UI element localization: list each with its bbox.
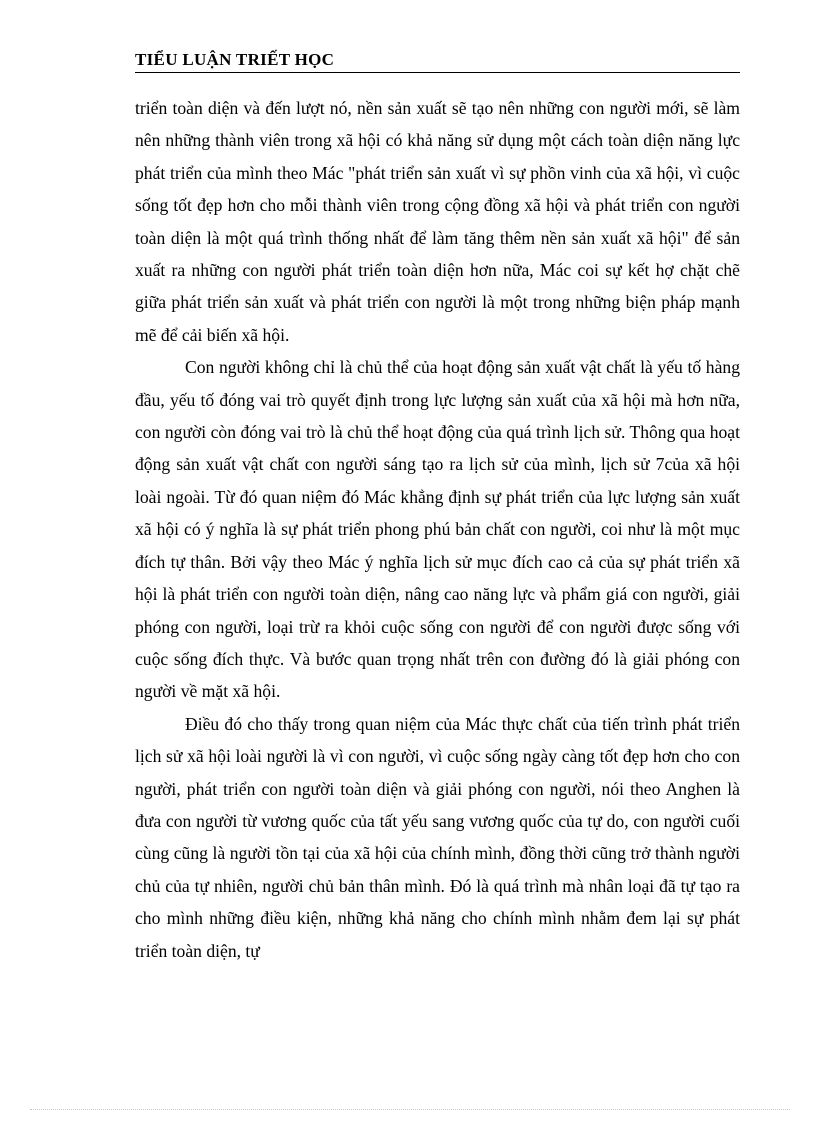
header-title: TIỂU LUẬN TRIẾT HỌC (135, 50, 335, 69)
paragraph: Điều đó cho thấy trong quan niệm của Mác thực chất của tiến trình phát triển lịch sử xã hội loài người là vì con người, vì cuộc sống ngày càng tốt đẹp hơn cho con người, phát triển con người toàn diện và giải phóng con người, nói theo Anghen là đưa con người từ vương quốc của tất yếu sang vương quốc của tự do, con người cuối cùng cũng là người tồn tại của xã hội của chính mình, đồng thời cũng trở thành người chủ của tự nhiên, người chủ bản thân mình. Đó là quá trình mà nhân loại đã tự tạo ra cho mình những điều kiện, những khả năng cho chính mình nhằm đem lại sự phát triển toàn diện, tự (135, 713, 740, 961)
document-body (135, 92, 740, 967)
page-bottom-divider (30, 1109, 790, 1110)
page-header (135, 50, 740, 73)
paragraph-continuation: triển toàn diện và đến lượt nó, nền sản xuất sẽ tạo nên những con người mới, sẽ làm nên những thành viên trong xã hội có khả năng sử dụng một cách toàn diện năng lực phát triển của mình theo Mác "phát triển sản xuất vì sự phồn vinh của xã hội, vì cuộc sống tốt đẹp hơn cho mỗi thành viên trong cộng đồng xã hội và phát triển con người toàn diện là một quá trình thống nhất để làm tăng thêm nền sản xuất xã hội" để sản xuất ra những con người phát triển toàn diện hơn nữa, Mác coi sự kết hợ chặt chẽ giữa phát triển sản xuất và phát triển con người là một trong những biện pháp mạnh mẽ để cải biến xã hội. (135, 98, 740, 345)
paragraph: Con người không chỉ là chủ thể của hoạt động sản xuất vật chất là yếu tố hàng đầu, yếu tố đóng vai trò quyết định trong lực lượng sản xuất của xã hội mà hơn nữa, con người còn đóng vai trò là chủ thể hoạt động của quá trình lịch sử. Thông qua hoạt động sản xuất vật chất con người sáng tạo ra lịch sử của mình, lịch sử 7của xã hội loài ngoài. Từ đó quan niệm đó Mác khẳng định sự phát triển của lực lượng sản xuất xã hội có ý nghĩa là sự phát triển phong phú bản chất con người, coi như là một mục đích tự thân. Bởi vậy theo Mác ý nghĩa lịch sử mục đích cao cả của sự phát triển xã hội là phát triển con người toàn diện, nâng cao năng lực và phẩm giá con người, giải phóng con người, loại trừ ra khỏi cuộc sống con người để con người được sống với cuộc sống đích thực. Và bước quan trọng nhất trên con đường đó là giải phóng con người về mặt xã hội. (135, 357, 740, 702)
